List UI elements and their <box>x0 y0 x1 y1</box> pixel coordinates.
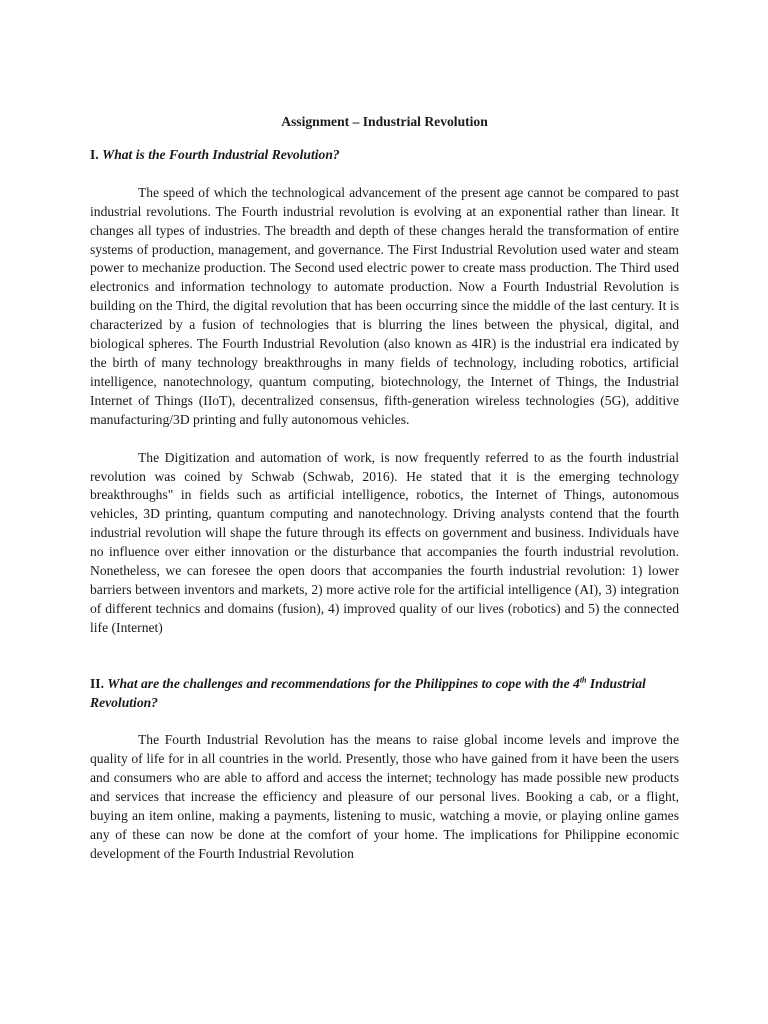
section-1-paragraph-1: The speed of which the technological advancement of the present age cannot be compared to past industrial revolutions. The Fourth industrial revolution is evolving at an exponential rather than linear. It changes all types of industries. The breadth and depth of these changes herald the transformation of entire systems of production, management, and governance. The First Industrial Revolution used water and steam power to mechanize production. The Second used electric power to create mass production. The Third used electronics and information technology to automate production. Now a Fourth Industrial Revolution is building on the Third, the digital revolution that has been occurring since the middle of the last century. It is characterized by a fusion of technologies that is blurring the lines between the physical, digital, and biological spheres. The Fourth Industrial Revolution (also known as 4IR) is the industrial era indicated by the birth of many technology breakthroughs in many fields of technology, including robotics, artificial intelligence, nanotechnology, quantum computing, biotechnology, the Internet of Things, the Industrial Internet of Things (IIoT), decentralized consensus, fifth-generation wireless technologies (5G), additive manufacturing/3D printing and fully autonomous vehicles. <box>90 184 679 427</box>
section-1-question: What is the Fourth Industrial Revolution? <box>102 146 340 162</box>
section-2-question-part2: Industrial Revolution? <box>90 675 646 710</box>
section-2-number: II. <box>90 675 104 691</box>
section-1-paragraph-2: The Digitization and automation of work, is now frequently referred to as the fourth industrial revolution was coined by Schwab (Schwab, 2016). He stated that it is the emerging technology breakthroughs" in fields such as artificial intelligence, robotics, the Internet of Things, autonomous vehicles, 3D printing, quantum computing and nanotechnology. Driving analysts contend that the fourth industrial revolution will shape the future through its effects on government and business. Individuals have no influence over either innovation or the disturbance that accompanies the fourth industrial revolution. Nonetheless, we can foresee the open doors that accompanies the fourth industrial revolution: 1) lower barriers between inventors and markets, 2) more active role for the artificial intelligence (AI), 3) integration of different technics and domains (fusion), 4) improved quality of our lives (robotics) and 5) the connected life (Internet) <box>90 449 679 635</box>
document-title: Assignment – Industrial Revolution <box>281 114 488 129</box>
section-2-question-superscript: th <box>579 675 587 685</box>
section-1-heading <box>90 146 679 165</box>
section-2-heading <box>90 675 679 713</box>
document-body <box>90 113 679 864</box>
section-2-question-part1: What are the challenges and recommendations for the Philippines to cope with the 4 <box>107 675 580 691</box>
section-1-number: I. <box>90 146 99 162</box>
section-2-paragraph-1: The Fourth Industrial Revolution has the means to raise global income levels and improve the quality of life for in all countries in the world. Presently, those who have gained from it have been the users and consumers who are able to afford and access the internet; technology has made possible new products and services that increase the efficiency and pleasure of our personal lives. Booking a cab, or a flight, buying an item online, making a payments, listening to music, watching a movie, or playing online games any of these can now be done at the comfort of your home. The implications for Philippine economic development of the Fourth Industrial Revolution <box>90 732 679 861</box>
